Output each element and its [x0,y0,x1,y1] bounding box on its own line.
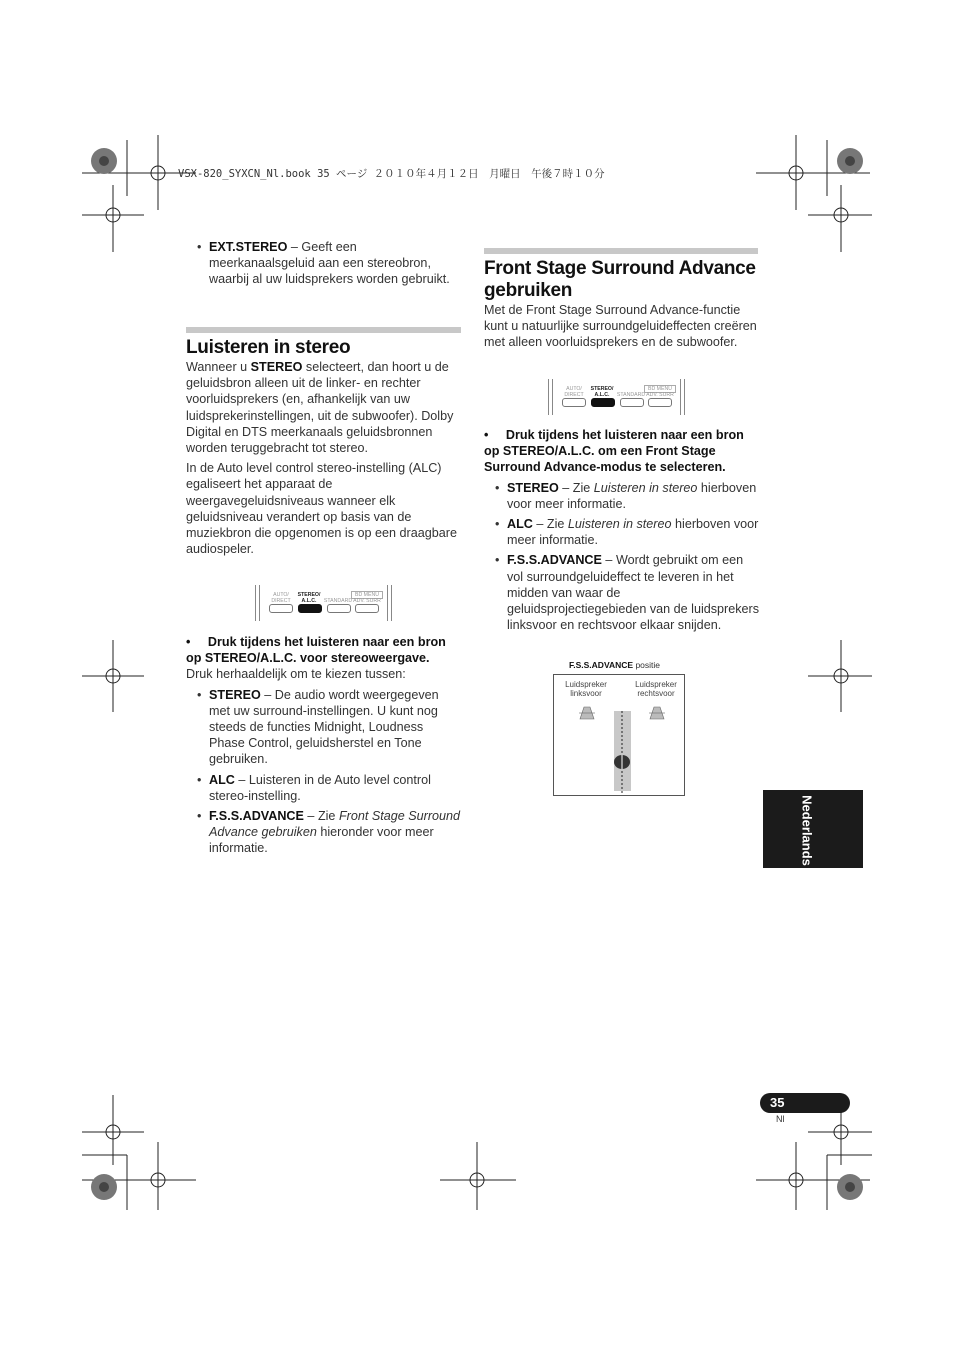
left-body [186,359,462,561]
paragraph: Wanneer u STEREO selecteert, dan hoort u de geluidsbron alleen uit de linker- en rechter voorluidsprekers (en, afhankelijk van uw luidsprekerinstellingen, uit de subwoofer). Dolby Digital en DTS meerkanaals geluidsbronnen worden teruggebracht tot stereo. [186,360,454,456]
adv-surr-button [355,604,379,613]
option-list [484,480,760,634]
speaker-left-icon [579,707,595,719]
list-item: • F.S.S.ADVANCE – Zie Front Stage Surround Advance gebruiken hieronder voor meer informatie. [186,808,462,857]
list-item: • ALC – Zie Luisteren in stereo hierboven voor meer informatie. [484,516,760,548]
front-panel-illustration: AUTO/ DIRECT STEREO/ A.L.C. STANDARD BD MENU ADV. SURR [548,377,688,417]
auto-direct-button [269,604,293,613]
figure-caption: F.S.S.ADVANCE positie [569,660,661,670]
left-column [186,239,462,292]
list-item: • STEREO – De audio wordt weergegeven met uw surround-instellingen. U kunt nog steeds de functies Midnight, Loudness Phase Control, geluidsherstel en Tone gebruiken. [186,687,462,768]
step-note: Druk herhaaldelijk om te kiezen tussen: [186,667,406,682]
print-file-header: VSX-820_SYXCN_Nl.book 35 ページ ２０１０年４月１２日 月曜日 午後７時１０分 [178,168,605,180]
step-instruction: • Druk tijdens het luisteren naar een bron op STEREO/A.L.C. voor stereoweergave. [186,635,446,666]
speaker-right-icon [649,707,665,719]
stereo-alc-button [298,604,322,613]
section-rule [484,248,758,254]
adv-surr-button [648,398,672,407]
paragraph: Met de Front Stage Surround Advance-functie kunt u natuurlijke surroundgeluideffecten creëren met alleen voorluidsprekers en de subwoofer. [484,303,757,350]
auto-direct-button [562,398,586,407]
stereo-alc-button [591,398,615,407]
language-label: Nederlands [799,795,815,866]
right-speaker-label: Luidspreker rechtsvoor [635,680,677,698]
paragraph: In de Auto level control stereo-instelling (ALC) egaliseert het apparaat de weergavegeluidsniveaus wanneer elk geluidsniveau verandert op basis van de muziekbron die opgenomen is op een draagbare audiospeler. [186,461,457,557]
list-item: • F.S.S.ADVANCE – Wordt gebruikt om een vol surroundgeluideffect te leveren in het midden van waar de geluidsprojectiegebieden van de luidsprekers linksvoor en rechtsvoor elkaar snijden. [484,552,760,633]
intro-bullet-list [186,239,462,288]
list-item: • EXT.STEREO – Geeft een meerkanaalsgeluid aan een stereobron, waarbij al uw luidsprekers worden gebruikt. [186,239,462,288]
left-step [186,634,462,861]
standard-button [620,398,644,407]
page-number: 35 [770,1095,785,1110]
section-rule [186,327,461,333]
fss-position-figure [553,674,685,796]
step-instruction: • Druk tijdens het luisteren naar een bron op STEREO/A.L.C. om een Front Stage Surround Advance-modus te selecteren. [484,428,744,475]
list-item: • ALC – Luisteren in de Auto level control stereo-instelling. [186,772,462,804]
page-language-code: Nl [776,1114,785,1124]
speaker-diagram [554,675,684,795]
right-step [484,427,760,637]
section-title-fss: Front Stage Surround Advance gebruiken [484,258,756,301]
right-body [484,302,760,355]
option-list [186,687,462,857]
standard-button [327,604,351,613]
list-item: • STEREO – Zie Luisteren in stereo hierboven voor meer informatie. [484,480,760,512]
section-title-stereo: Luisteren in stereo [186,337,351,358]
front-panel-illustration: AUTO/ DIRECT STEREO/ A.L.C. STANDARD BD MENU ADV. SURR [255,583,395,623]
left-speaker-label: Luidspreker linksvoor [565,680,607,698]
